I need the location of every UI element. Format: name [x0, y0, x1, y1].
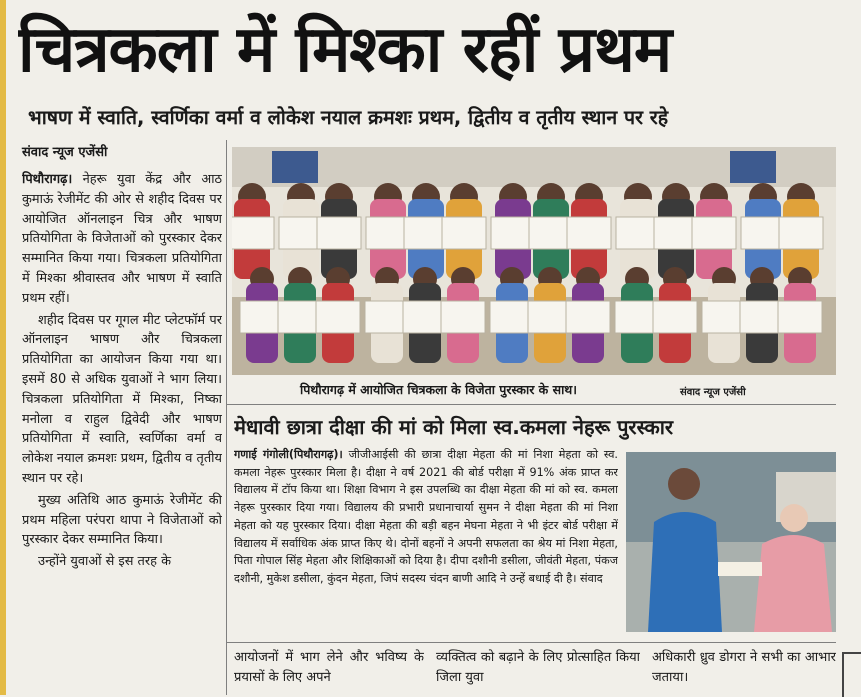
- story1-paragraph-2: शहीद दिवस पर गूगल मीट प्लेटफॉर्म पर ऑनलाइन भाषण और चित्रकला प्रतियोगिता का आयोजन किया गया था। इसमें 80 से अधिक युवाओं ने भाग लिया। चित्रकला प्रतियोगिता में मिश्का, निष्का मनोला व राहुल द्विवेदी और भाषण प्रतियोगिता में स्वाति, स्वर्णिका वर्मा व लोकेश नयाल क्रमशः प्रथम, द्वितीय व तृतीय स्थान पर रहे।: [22, 312, 222, 486]
- story2-credit: संवाद: [580, 571, 603, 585]
- headline: चित्रकला में मिश्का रहीं प्रथम: [18, 13, 672, 87]
- story2-text: जीजीआईसी की छात्रा दीक्षा मेहता की मां निशा मेहता को स्व. कमला नेहरू पुरस्कार मिला है। दीक्षा ने वर्ष 2021 की बोर्ड परीक्षा में 91% अंक प्राप्त कर विद्यालय में टॉप किया था। शिक्षा विभाग ने इस उपलब्धि का दीक्षा मेहता की मां को स्व. कमला नेहरू पुरस्कार दिया गया। विद्यालय की प्रभारी प्रधानाचार्या सुमन ने दीक्षा मेहता की मां निशा मेहता को यह पुरस्कार दिया। दीक्षा मेहता की बड़ी बहन मेघना मेहता ने भी इंटर बोर्ड परीक्षा में विद्यालय में सर्वाधिक अंक प्राप्त किए थे। दोनों बहनों ने अपनी सफलता का श्रेय मां निशा मेहता, पिता गोपाल सिंह मेहता और शिक्षिकाओं को दिया है। दीपा दशौनी डसीला, जीवंती मेहता, पंकज दशौनी, मुकेश डसीला, कुंदन मेहता, जिपं सदस्य चंदन बाणी आदि ने उन्हें बधाई दी है।: [234, 448, 618, 585]
- story2-body: [234, 446, 618, 636]
- story2-headline: मेधावी छात्रा दीक्षा की मां को मिला स्व.कमला नेहरू पुरस्कार: [234, 415, 674, 439]
- story2-place: गणाई गंगोली(पिथौरागढ़)।: [234, 448, 343, 461]
- story1-column: [22, 170, 222, 695]
- award-photo-illustration: [626, 452, 836, 632]
- subheadline: भाषण में स्वाति, स्वर्णिका वर्मा व लोकेश नयाल क्रमशः प्रथम, द्वितीय व तृतीय स्थान पर रहे: [28, 106, 669, 129]
- section-divider: [226, 404, 836, 405]
- column-divider: [226, 140, 227, 695]
- story1-paragraph-4: उन्होंने युवाओं से इस तरह के: [38, 554, 172, 570]
- group-photo-illustration: [232, 147, 836, 375]
- story1-place: पिथौरागढ़।: [22, 172, 73, 187]
- award-photo: [626, 452, 836, 632]
- photo1-caption: पिथौरागढ़ में आयोजित चित्रकला के विजेता पुरस्कार के साथ।: [300, 382, 578, 397]
- story1-p1: नेहरू युवा केंद्र और आठ कुमाऊं रेजीमेंट की ओर से शहीद दिवस पर आयोजित ऑनलाइन चित्र और भाषण प्रतियोगिता के विजेताओं को पुरस्कार देकर सम्मानित किया गया। चित्रकला प्रतियोगिता में मिश्का श्रीवास्तव और भाषण में स्वाति प्रथम रहीं।: [22, 172, 222, 306]
- byline: संवाद न्यूज एजेंसी: [22, 145, 108, 160]
- story1-paragraph-3: मुख्य अतिथि आठ कुमाऊं रेजीमेंट की प्रथम महिला परंपरा थापा ने विजेताओं को पुरस्कार देकर सम्मानित किया।: [22, 492, 222, 548]
- bottom-divider: [226, 642, 836, 643]
- page-edge: [0, 0, 6, 695]
- story1-continued-2: व्यक्तित्व को बढ़ाने के लिए प्रोत्साहित किया जिला युवा: [436, 650, 640, 685]
- page-corner-mark: [842, 652, 861, 697]
- group-photo: [232, 147, 836, 375]
- story1-continued-1: आयोजनों में भाग लेने और भविष्य के प्रयासों के लिए अपने: [234, 650, 424, 685]
- photo1-credit: संवाद न्यूज एजेंसी: [680, 387, 746, 398]
- story1-continued-3: अधिकारी ध्रुव डोगरा ने सभी का आभार जताया।: [652, 650, 836, 685]
- story1-paragraph-1: [22, 170, 222, 309]
